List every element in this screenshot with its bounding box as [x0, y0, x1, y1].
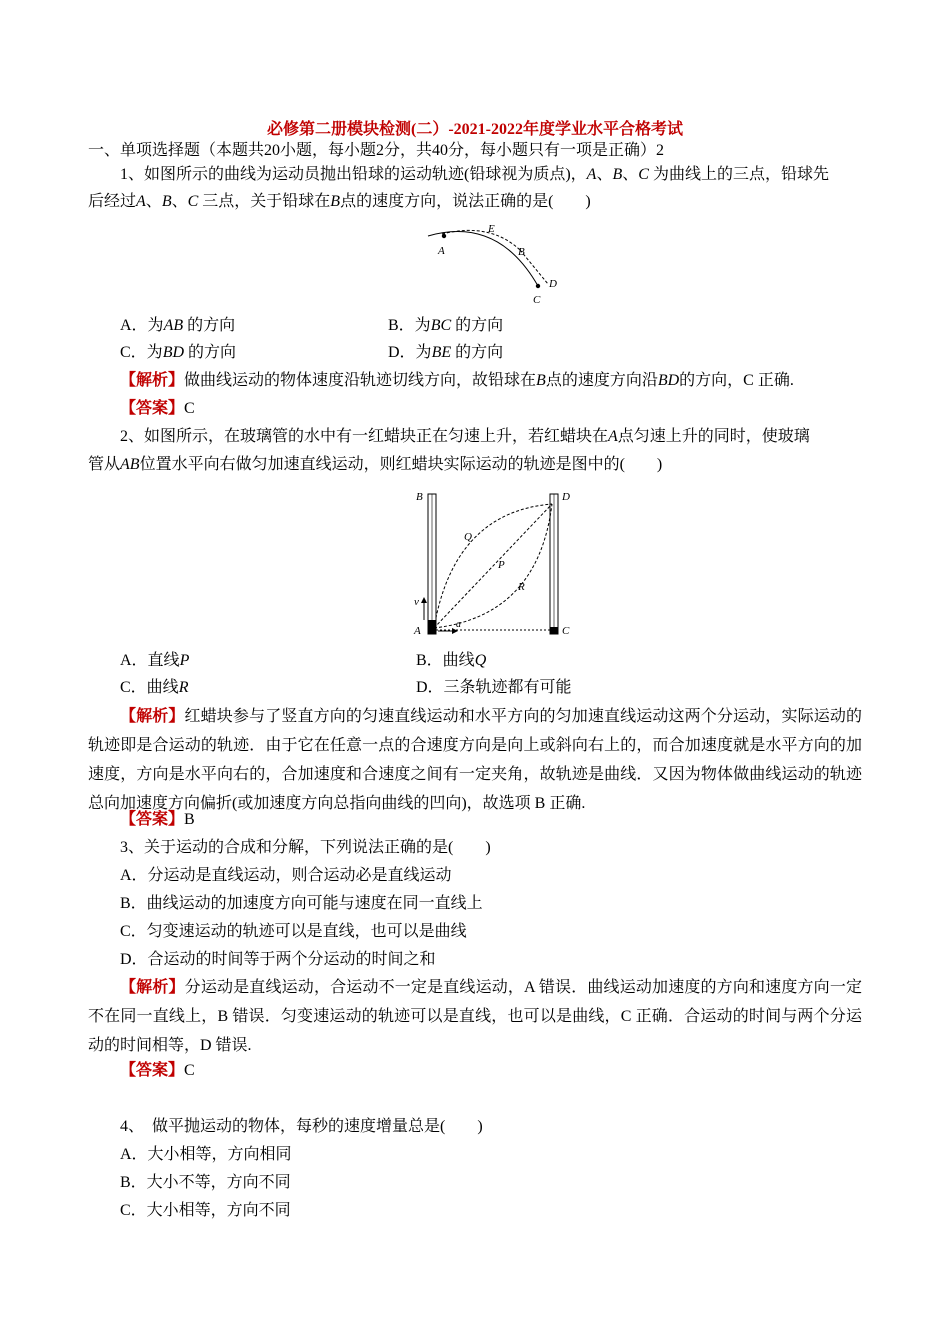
q1-trajectory-figure	[420, 220, 570, 310]
q1-stem-line1: 1、如图所示的曲线为运动员抛出铅球的运动轨迹(铅球视为质点)，A、B、C 为曲线上的三点，铅球先	[120, 166, 829, 183]
answer-tag: 【答案】	[120, 400, 185, 417]
q1-analysis: 【解析】做曲线运动的物体速度沿轨迹切线方向，故铅球在B点的速度方向沿BD的方向，C 正确.	[120, 372, 794, 389]
q1-option-a: A．为AB 的方向	[120, 317, 236, 334]
q1-stem-line2: 后经过A、B、C 三点，关于铅球在B点的速度方向，说法正确的是( )	[88, 193, 591, 210]
q3-option-a: A．分运动是直线运动，则合运动必是直线运动	[120, 867, 452, 884]
answer-tag: 【答案】	[120, 811, 185, 828]
q2-label-c: C	[562, 625, 570, 637]
q2-option-a: A．直线P	[120, 652, 190, 669]
q2-stem-line1: 2、如图所示，在玻璃管的水中有一红蜡块正在匀速上升，若红蜡块在A点匀速上升的同时，使玻璃	[120, 428, 810, 445]
q1-option-d: D．为BE 的方向	[388, 344, 504, 361]
q3-option-d: D．合运动的时间等于两个分运动的时间之和	[120, 951, 436, 968]
q1-trajectory-curve	[428, 232, 538, 286]
q3-analysis: 【解析】分运动是直线运动，合运动不一定是直线运动，A 错误．曲线运动加速度的方向和速度方向一定不在同一直线上，B 错误．匀变速运动的轨迹可以是直线，也可以是曲线，C 正确．合运动的时间与两个分运动的时间相等，D 错误.	[88, 979, 862, 1054]
analysis-tag: 【解析】	[120, 979, 185, 996]
q3-option-b: B．曲线运动的加速度方向可能与速度在同一直线上	[120, 895, 483, 912]
page-title: 必修第二册模块检测(二）-2021-2022年度学业水平合格考试	[267, 121, 683, 138]
analysis-tag: 【解析】	[120, 708, 185, 725]
q2-glass-tube-figure	[412, 488, 582, 640]
q4-option-b: B．大小不等，方向不同	[120, 1174, 291, 1191]
q2-label-a: A	[414, 625, 421, 637]
q1-label-c: C	[533, 294, 541, 306]
q1-point-c-dot	[536, 284, 540, 288]
q4-option-c: C．大小相等，方向不同	[120, 1202, 291, 1219]
q2-label-p: P	[498, 559, 505, 571]
q3-answer: 【答案】C	[120, 1062, 195, 1079]
q2-option-c: C．曲线R	[120, 679, 189, 696]
q1-answer: 【答案】C	[120, 400, 195, 417]
q1-point-a-dot	[442, 234, 446, 238]
q2-analysis: 【解析】红蜡块参与了竖直方向的匀速直线运动和水平方向的匀加速直线运动这两个分运动，实际运动的轨迹即是合运动的轨迹．由于它在任意一点的合速度方向是向上或斜向右上的，而合加速度就是水平方向的加速度，方向是水平向右的，合加速度和合速度之间有一定夹角，故轨迹是曲线．又因为物体做曲线运动的轨迹总向加速度方向偏折(或加速度方向总指向曲线的凹向)，故选项 B 正确.	[88, 708, 862, 812]
analysis-tag: 【解析】	[120, 372, 185, 389]
q1-label-e: E	[488, 223, 495, 235]
q2-option-b: B．曲线Q	[416, 652, 487, 669]
q1-label-b: B	[518, 246, 525, 258]
q2-label-d: D	[562, 491, 570, 503]
q1-label-a: A	[438, 245, 445, 257]
q3-stem: 3、关于运动的合成和分解，下列说法正确的是( )	[120, 839, 491, 856]
q2-label-v: v	[414, 596, 419, 608]
q2-label-q: Q	[464, 531, 472, 543]
answer-tag: 【答案】	[120, 1062, 185, 1079]
q1-option-c: C．为BD 的方向	[120, 344, 237, 361]
section-header: 一、单项选择题（本题共20小题，每小题2分，共40分，每小题只有一项是正确）2	[88, 142, 665, 159]
q2-label-b: B	[416, 491, 423, 503]
q2-stem-line2: 管从AB位置水平向右做匀加速直线运动，则红蜡块实际运动的轨迹是图中的( )	[88, 456, 663, 473]
q1-option-b: B．为BC 的方向	[388, 317, 504, 334]
q1-label-d: D	[549, 278, 557, 290]
q2-label-r: R	[518, 581, 525, 593]
q3-option-c: C．匀变速运动的轨迹可以是直线，也可以是曲线	[120, 923, 467, 940]
q4-option-a: A．大小相等，方向相同	[120, 1146, 292, 1163]
q1-dashed-arc	[442, 230, 520, 250]
q2-option-d: D．三条轨迹都有可能	[416, 679, 572, 696]
q2-answer: 【答案】B	[120, 811, 195, 828]
q4-stem: 4、 做平抛运动的物体，每秒的速度增量总是( )	[120, 1118, 483, 1135]
q2-label-acc: a	[456, 619, 461, 630]
